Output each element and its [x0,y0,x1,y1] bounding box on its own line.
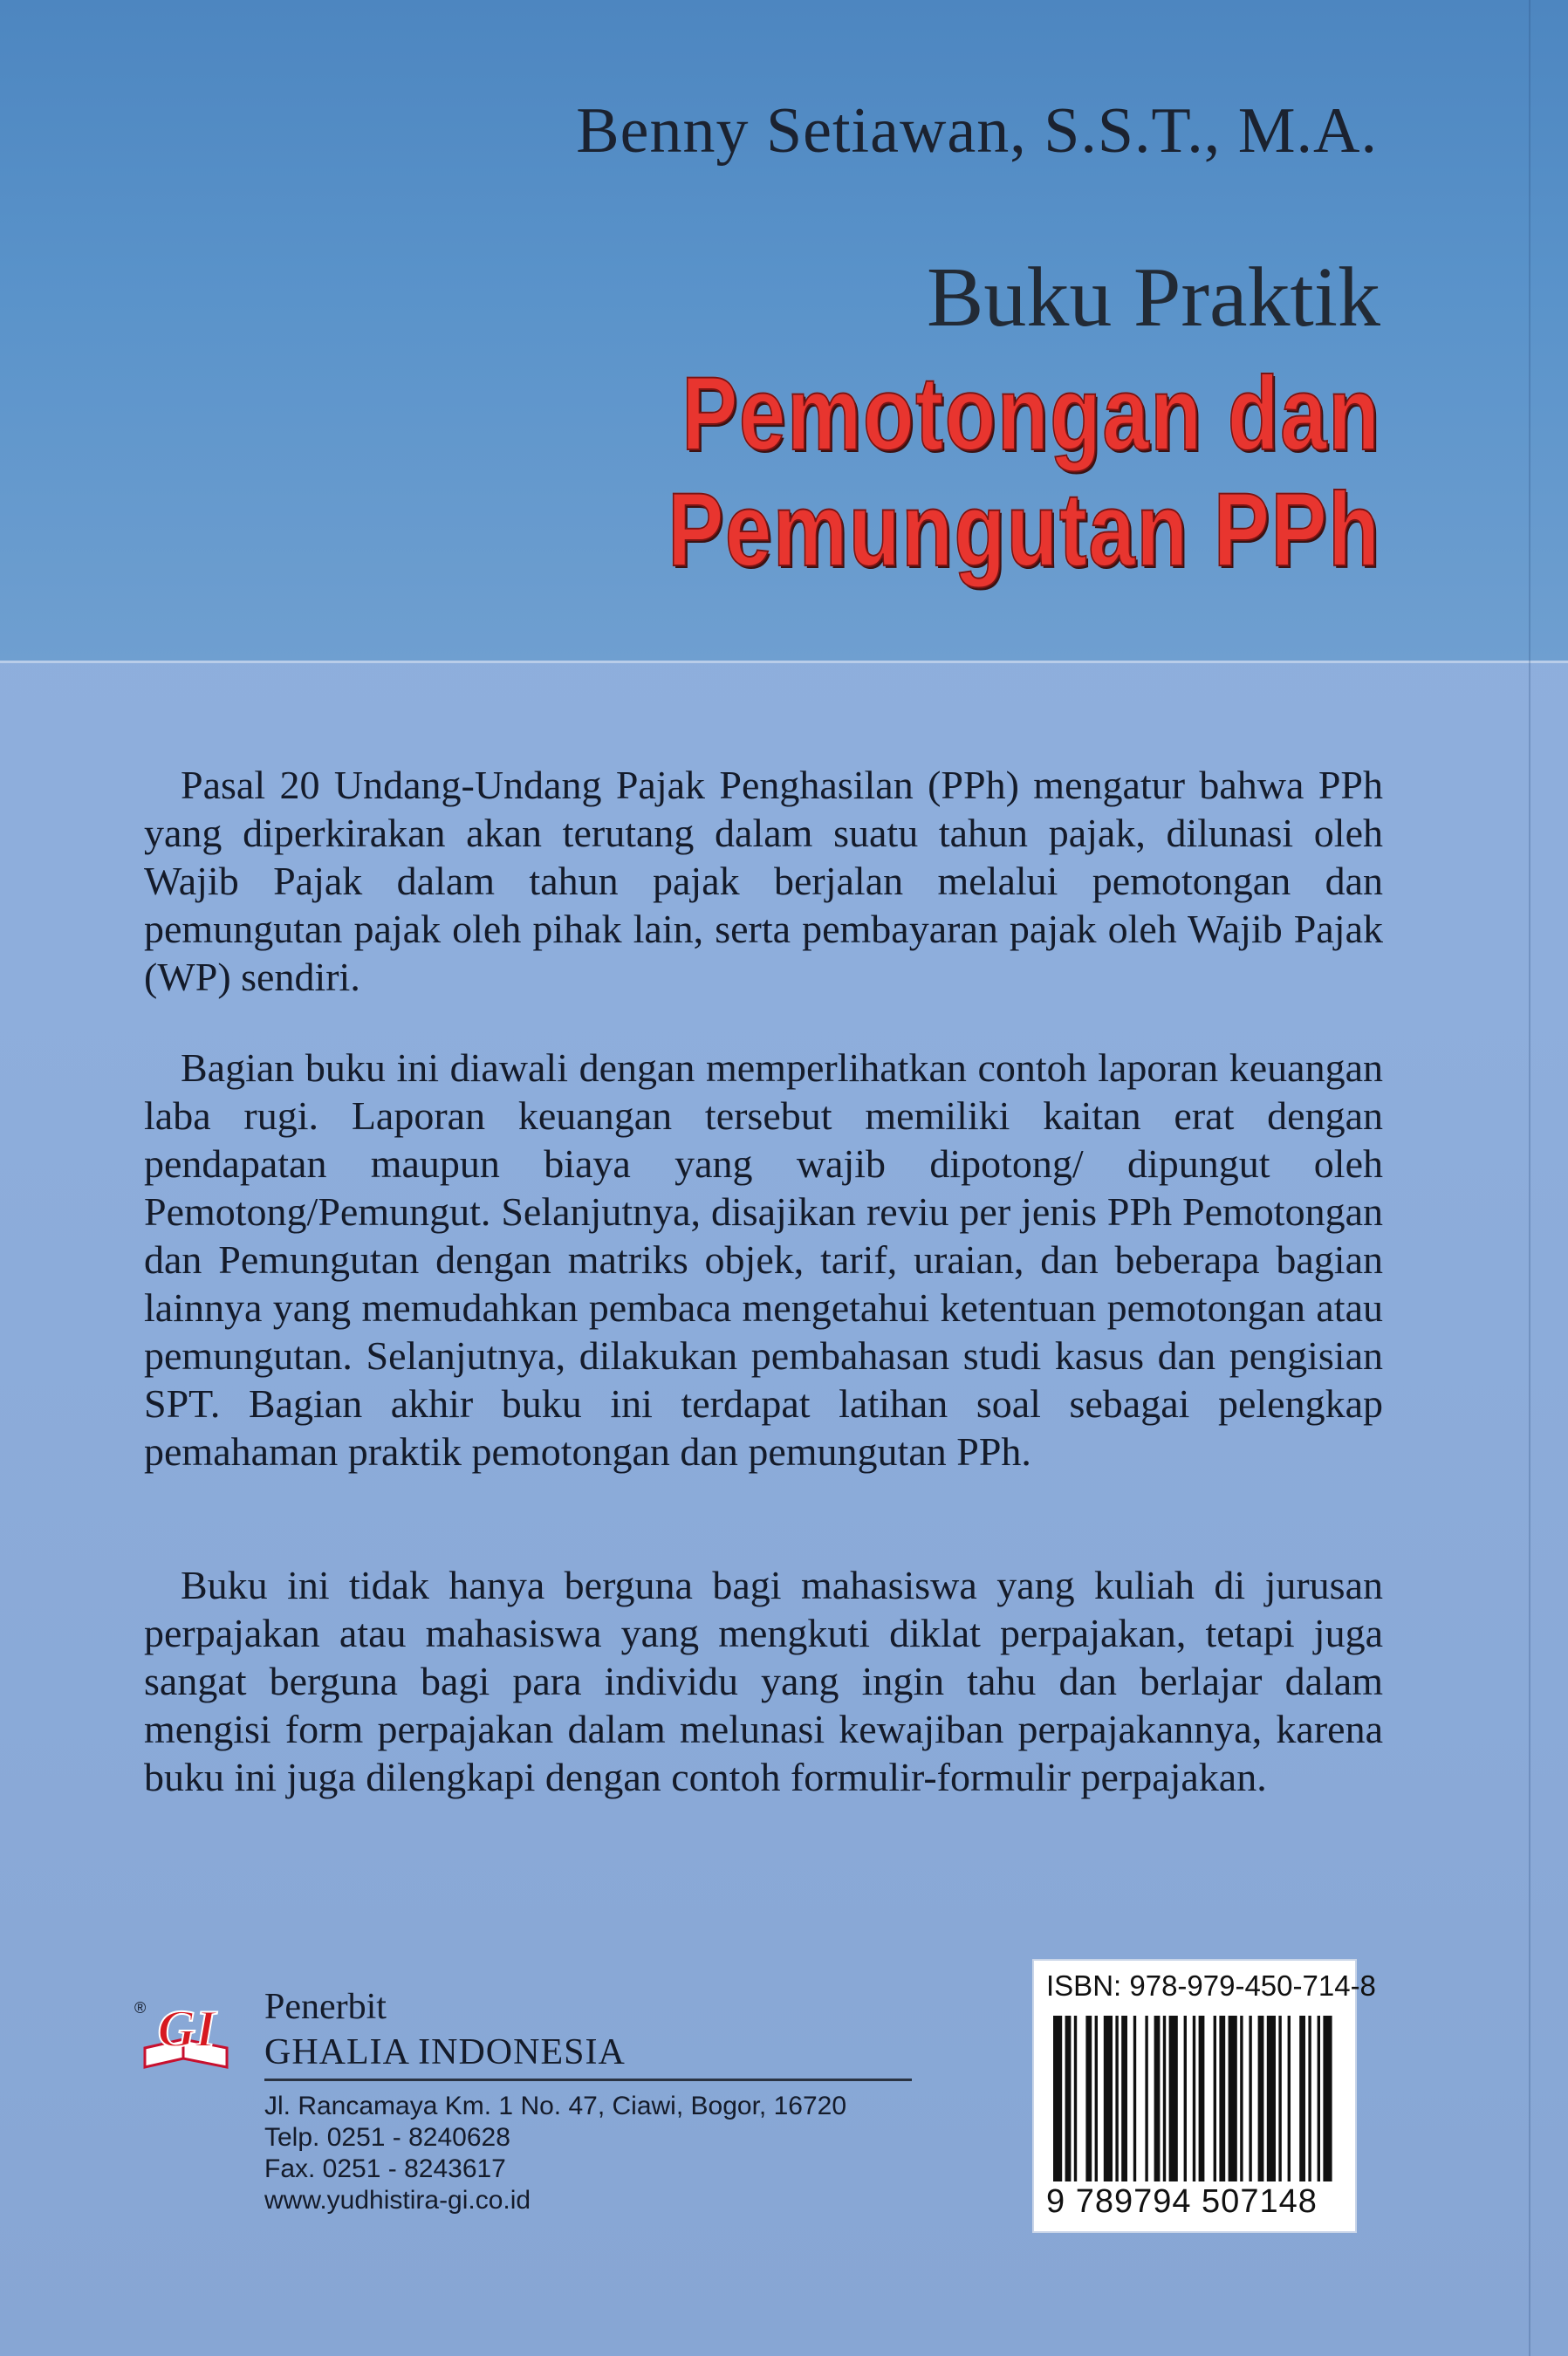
publisher-logo [129,1994,243,2081]
barcode-bar [1258,2016,1264,2181]
publisher-fax: Fax. 0251 - 8243617 [264,2154,506,2183]
barcode-bar [1095,2016,1098,2181]
barcode-bar [1074,2016,1077,2181]
barcode-bar [1249,2016,1251,2181]
book-type-title: Buku Praktik [927,250,1380,345]
barcode-bar [1240,2016,1243,2181]
author-name: Benny Setiawan, S.S.T., M.A. [576,95,1378,167]
barcode-bar [1219,2016,1225,2181]
isbn-barcode-panel [1032,1959,1376,2233]
barcode-bars [1053,2016,1336,2181]
band-divider [0,661,1568,663]
barcode-bar [1278,2016,1281,2181]
barcode-bar [1121,2016,1127,2181]
publisher-name: GHALIA INDONESIA [264,2032,626,2072]
barcode-bar [1115,2016,1118,2181]
spine-fold-line [1529,0,1530,2356]
barcode-bar [1199,2016,1205,2181]
publisher-phone: Telp. 0251 - 8240628 [264,2123,510,2152]
description-paragraph-2: Bagian buku ini diawali dengan memperlihatkan contoh laporan keuangan laba rugi. Laporan keuangan tersebut memiliki kaitan erat dengan pendapatan maupun biaya yang wajib dipotong/ dipungut oleh Pemotong/Pemungut. Selanjutnya, disajikan reviu per jenis PPh Pemotongan dan Pemungutan dengan matriks objek, tarif, uraian, dan beberapa bagian lainnya yang memudahkan pembaca mengetahui ketentuan pemotongan atau pemungutan. Selanjutnya, dilakukan pembahasan studi kasus dan pengisian SPT. Bagian akhir buku ini terdapat latihan soal sebagai pelengkap pemahaman praktik pemotongan dan pemungutan PPh. [144,1045,1383,1474]
barcode-bar [1154,2016,1161,2181]
barcode-bar [1065,2016,1072,2181]
barcode-bar [1214,2016,1216,2181]
publisher-label: Penerbit [264,1987,387,2027]
barcode-bar [1229,2016,1237,2181]
description-paragraph-3: Buku ini tidak hanya berguna bagi mahasiswa yang kuliah di jurusan perpajakan atau mahasiswa yang mengkuti diklat perpajakan, tetapi juga sangat berguna bagi para individu yang ingin tahu dan berlajar dalam mengisi form perpajakan dalam melunasi kewajiban perpajakannya, karena buku ini juga dilengkapi dengan contoh formulir-formulir perpajakan. [144,1563,1383,1799]
publisher-website: www.yudhistira-gi.co.id [264,2186,531,2215]
barcode-bar [1085,2016,1092,2181]
barcode-bar [1104,2016,1113,2181]
barcode-bar [1323,2016,1332,2181]
main-title-line-1: Pemotongan dan [681,355,1380,472]
publisher-address: Jl. Rancamaya Km. 1 No. 47, Ciawi, Bogor, 16720 [264,2092,847,2120]
barcode-bar [1267,2016,1276,2181]
barcode-bar [1318,2016,1320,2181]
barcode-bar [1184,2016,1187,2181]
barcode-bar [1169,2016,1178,2181]
barcode-bar [1288,2016,1291,2181]
barcode-bar [1133,2016,1136,2181]
publisher-divider [264,2079,912,2081]
isbn-label: ISBN: 978-979-450-714-8 [1046,1969,1376,2002]
barcode-bar [1193,2016,1195,2181]
main-title-line-2: Pemungutan PPh [667,471,1380,588]
barcode-bar [1145,2016,1147,2181]
description-paragraph-1: Pasal 20 Undang-Undang Pajak Penghasilan (PPh) mengatur bahwa PPh yang diperkirakan akan terutang dalam suatu tahun pajak, dilunasi oleh Wajib Pajak dalam tahun pajak berjalan melalui pemotongan dan pemungutan pajak oleh pihak lain, serta pembayaran pajak oleh Wajib Pajak (WP) sendiri. [144,763,1383,999]
barcode-digits: 9 789794 507148 [1046,2183,1318,2220]
barcode-bar [1299,2016,1305,2181]
logo-text: GI [157,2000,216,2058]
barcode-bar [1163,2016,1166,2181]
registered-mark: ® [134,1999,147,2017]
barcode-bar [1308,2016,1311,2181]
barcode-bar [1053,2016,1062,2181]
